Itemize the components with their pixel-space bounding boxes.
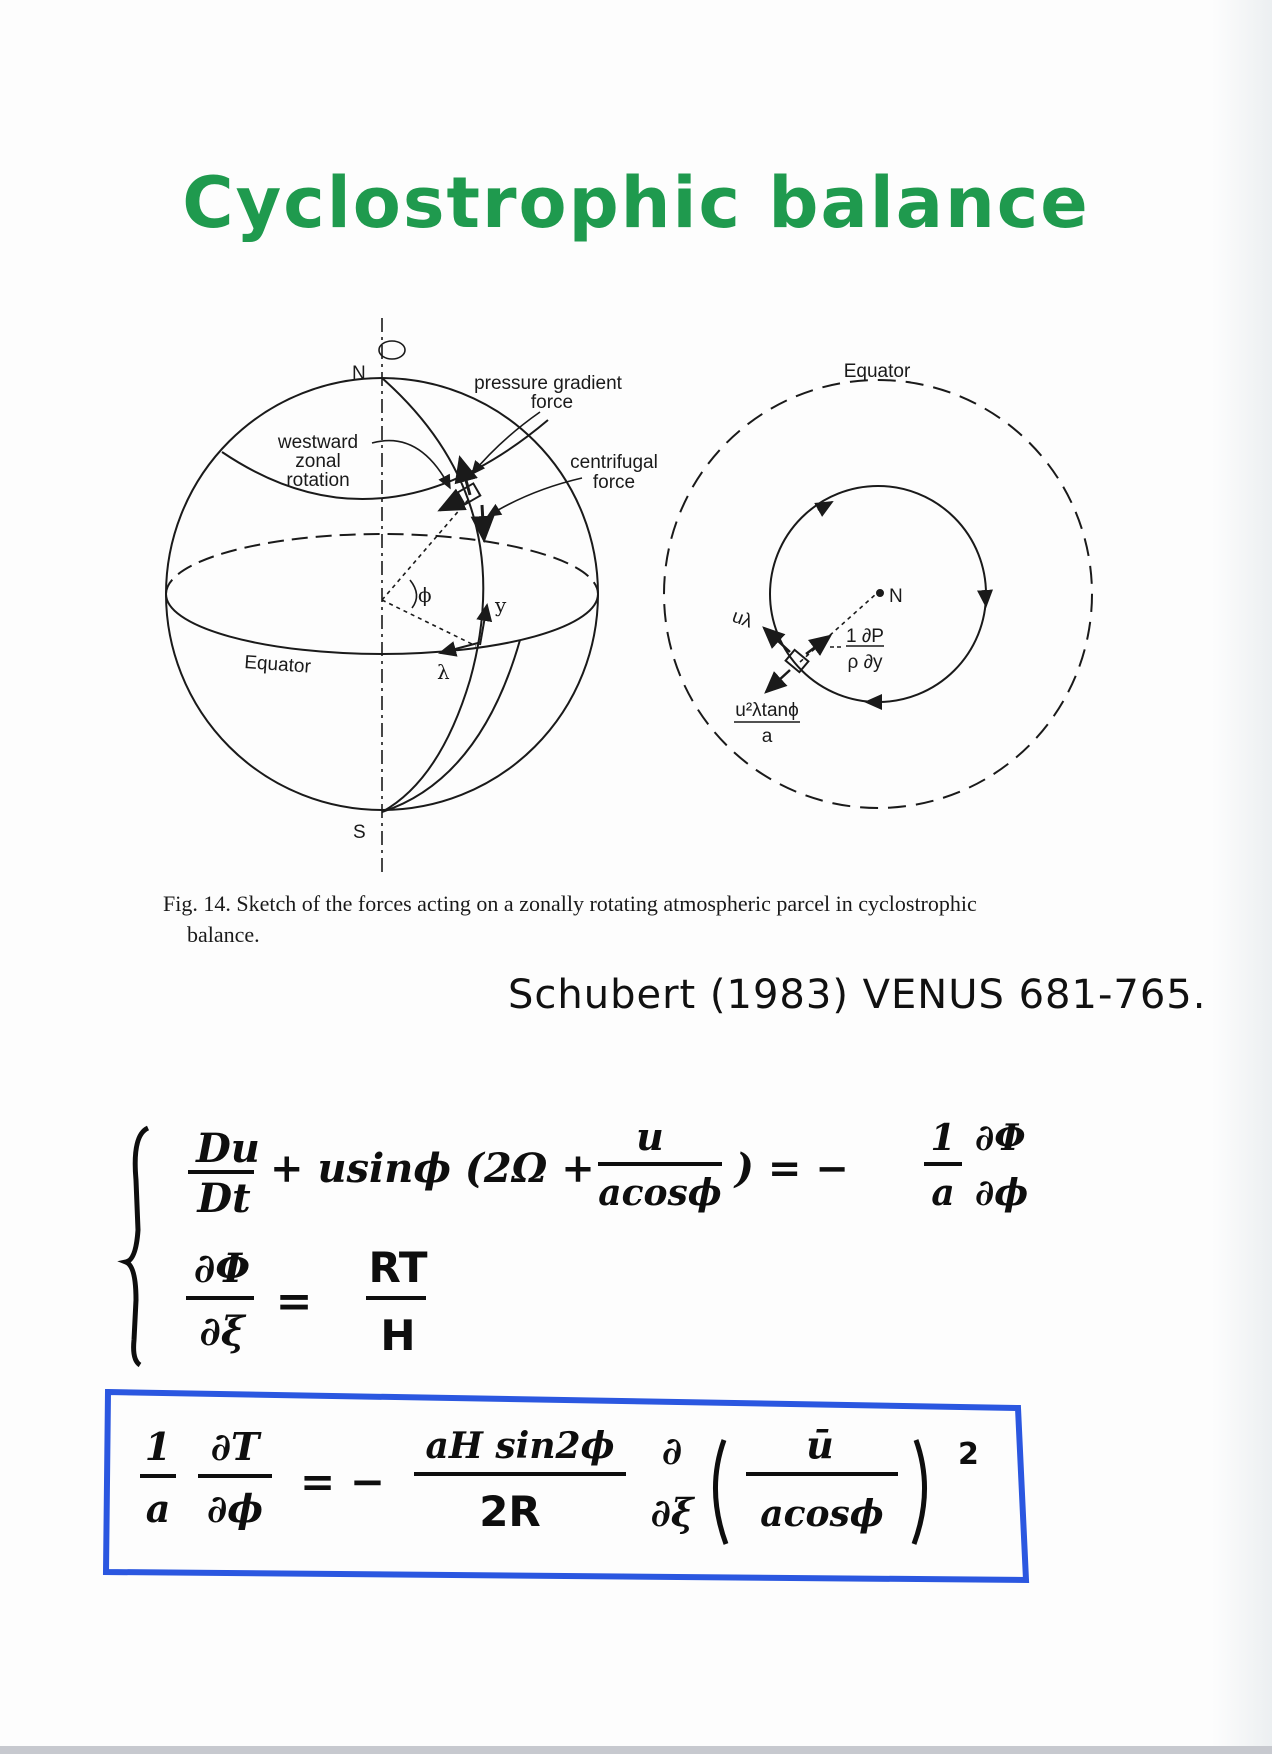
- boxed-coef-den: 2R: [479, 1487, 541, 1536]
- eq2-lhs-den: ∂ξ: [199, 1308, 245, 1355]
- polar-equator-label: Equator: [843, 361, 911, 382]
- eq1-rhs-lead: ) = −: [735, 1145, 849, 1192]
- sphere-equator-label: Equator: [243, 652, 312, 678]
- polar-north-label: N: [889, 586, 903, 607]
- eq1-du: Du: [196, 1125, 260, 1172]
- caption-line-2: balance.: [187, 922, 260, 947]
- boxed-d-den: ∂ξ: [650, 1490, 694, 1535]
- eq2-equals: =: [275, 1276, 313, 1327]
- pressure-term-den: ρ ∂y: [847, 652, 883, 673]
- system-brace: [126, 1128, 148, 1365]
- boxed-one: 1: [144, 1424, 172, 1469]
- pressure-label-2: force: [530, 392, 574, 413]
- centrifugal-label-2: force: [592, 472, 636, 493]
- north-pole-label: N: [352, 363, 366, 384]
- caption-line-1: Fig. 14. Sketch of the forces acting on a zonally rotating atmospheric parcel in cyclostrophic: [163, 891, 977, 916]
- pressure-label-1: pressure gradient: [474, 373, 622, 394]
- westward-label-3: rotation: [286, 470, 350, 491]
- phi-label: ϕ: [418, 583, 432, 607]
- eq2-rhs-num: RT: [368, 1243, 428, 1292]
- boxed-d-num: ∂: [661, 1428, 683, 1473]
- boxed-power: 2: [958, 1437, 979, 1472]
- eq1-frac-num: u: [636, 1114, 664, 1159]
- boxed-equation: [140, 1422, 979, 1544]
- boxed-a: a: [145, 1486, 171, 1531]
- lambda-label: λ: [437, 660, 450, 684]
- boxed-dT-num: ∂T: [210, 1424, 260, 1469]
- westward-label-2: zonal: [295, 451, 341, 472]
- centrifugal-term-den: a: [761, 726, 773, 747]
- equation-2: [186, 1243, 428, 1360]
- boxed-coef-num: aH sin2ϕ: [425, 1425, 615, 1467]
- y-label: y: [495, 593, 507, 617]
- u-lambda-label: uλ: [729, 605, 756, 633]
- equation-1: [188, 1114, 1028, 1222]
- centrifugal-term-num: u²λtanϕ: [735, 700, 799, 721]
- reference-note: Schubert (1983) VENUS 681-765.: [508, 972, 1207, 1018]
- eq1-rhs-num: 1: [930, 1117, 956, 1159]
- boxed-equals: = −: [300, 1457, 386, 1506]
- eq1-frac-den: acosϕ: [598, 1172, 722, 1214]
- boxed-u-den: acosϕ: [760, 1493, 884, 1535]
- eq1-rhs-part-num: ∂Φ: [975, 1117, 1026, 1159]
- eq1-term: + usinϕ (2Ω +: [270, 1145, 595, 1192]
- eq2-lhs-num: ∂Φ: [193, 1245, 251, 1292]
- centrifugal-label-1: centrifugal: [570, 452, 658, 473]
- eq2-rhs-den: H: [380, 1311, 416, 1360]
- boxed-dT-den: ∂ϕ: [206, 1486, 264, 1531]
- eq1-rhs-part-den: ∂ϕ: [975, 1172, 1029, 1214]
- page-title: Cyclostrophic balance: [182, 162, 1090, 244]
- pressure-term-num: 1 ∂P: [846, 626, 884, 647]
- eq1-rhs-den: a: [931, 1172, 955, 1214]
- eq1-dt: Dt: [197, 1175, 251, 1222]
- south-pole-label: S: [353, 822, 366, 843]
- boxed-u-num: ū: [806, 1422, 834, 1467]
- westward-label-1: westward: [277, 432, 359, 453]
